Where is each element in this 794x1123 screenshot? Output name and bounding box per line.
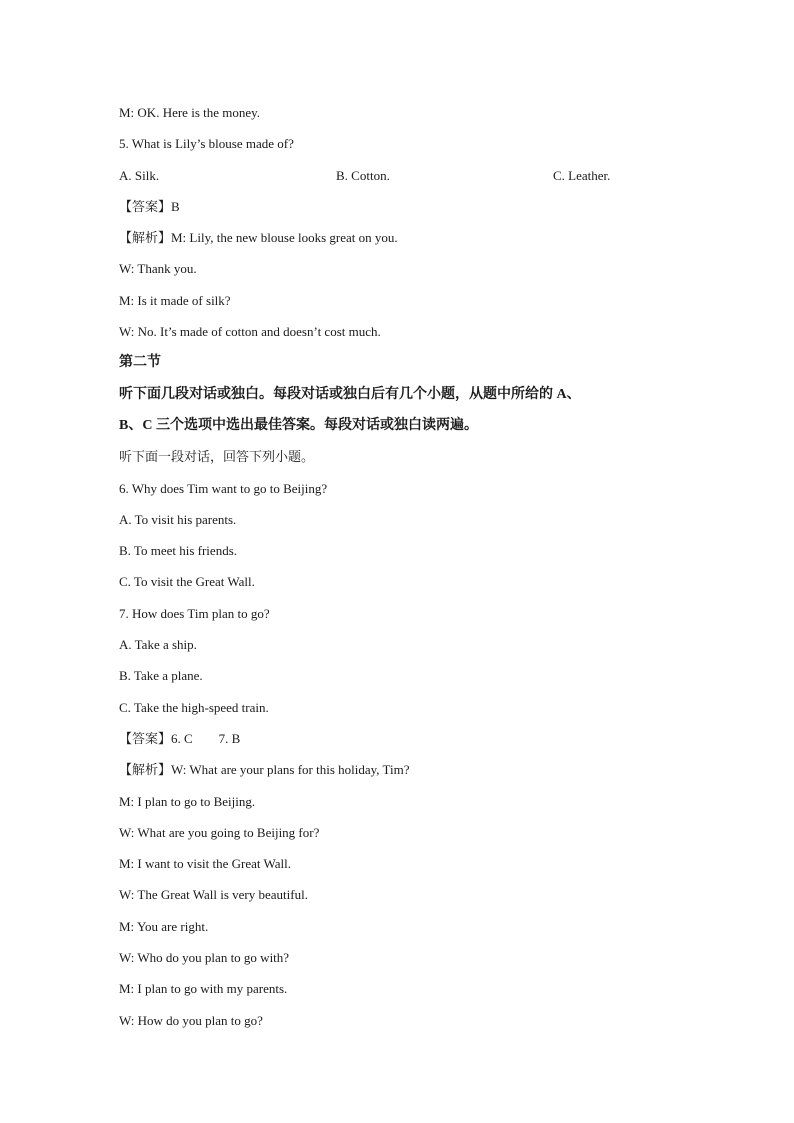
dialogue-line: W: No. It’s made of cotton and doesn’t cost much. [119, 324, 381, 340]
dialogue-line: W: The Great Wall is very beautiful. [119, 887, 308, 903]
answer-7: 7. B [218, 730, 241, 746]
option-c: C. To visit the Great Wall. [119, 574, 255, 590]
option-a: A. Take a ship. [119, 637, 197, 653]
question-5: 5. What is Lily’s blouse made of? [119, 136, 294, 152]
dialogue-line: M: You are right. [119, 918, 209, 934]
analysis-line: 【解析】W: What are your plans for this holiday, Tim? [119, 762, 410, 778]
question-7: 7. How does Tim plan to go? [119, 605, 270, 621]
option-a: A. Silk. [119, 167, 160, 183]
dialogue-line: M: OK. Here is the money. [119, 105, 261, 120]
dialogue-line: W: What are you going to Beijing for? [119, 824, 320, 840]
dialogue-line: W: Who do you plan to go with? [119, 950, 290, 966]
dialogue-line: W: How do you plan to go? [119, 1012, 263, 1028]
dialogue-line: M: I plan to go with my parents. [119, 981, 288, 997]
section-heading: 第二节 [119, 355, 161, 371]
question-6: 6. Why does Tim want to go to Beijing? [119, 480, 328, 496]
listening-prompt: 听下面一段对话，回答下列小题。 [119, 449, 315, 465]
analysis-line: 【解析】M: Lily, the new blouse looks great on you. [119, 230, 398, 246]
dialogue-line: M: I plan to go to Beijing. [119, 793, 256, 809]
answer-line: 【答案】B [119, 198, 180, 214]
dialogue-line: M: Is it made of silk? [119, 292, 231, 308]
section-instructions: 听下面几段对话或独白。每段对话或独白后有几个小题，从题中所给的 A、 [119, 386, 581, 402]
question-5-options [119, 160, 679, 191]
option-b: B. Take a plane. [119, 668, 203, 684]
section-instructions-cont: B、C 三个选项中选出最佳答案。每段对话或独白读两遍。 [119, 417, 478, 433]
document-page [119, 97, 679, 1036]
dialogue-line: M: I want to visit the Great Wall. [119, 856, 292, 872]
option-a: A. To visit his parents. [119, 511, 237, 527]
dialogue-line: W: Thank you. [119, 261, 197, 277]
answer-line [119, 723, 679, 754]
option-c: C. Take the high-speed train. [119, 699, 269, 715]
option-b: B. To meet his friends. [119, 543, 238, 559]
answer-6: 【答案】6. C [119, 730, 193, 746]
option-b: B. Cotton. [336, 167, 390, 183]
option-c: C. Leather. [553, 167, 611, 183]
